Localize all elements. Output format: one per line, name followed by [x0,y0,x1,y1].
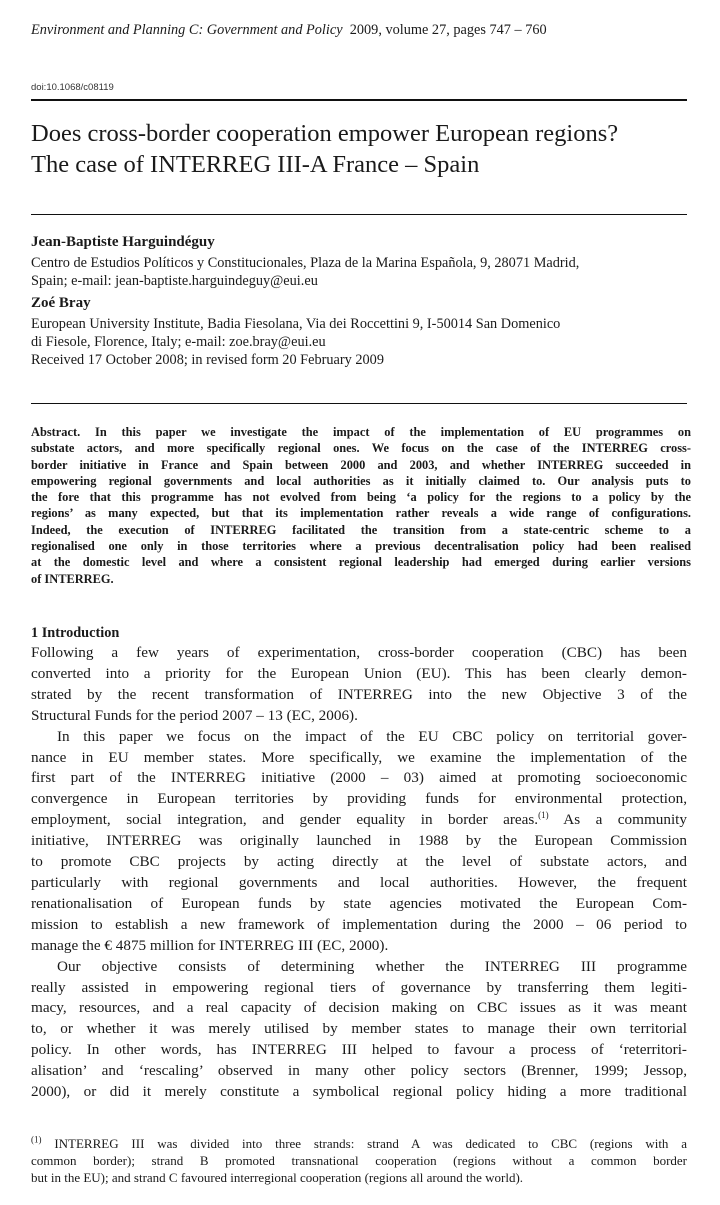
abstract-label: Abstract. [31,425,81,439]
footnote-line: but in the EU); and strand C favoured interregional cooperation (regions all around the world). [31,1170,524,1186]
body-line: Structural Funds for the period 2007 – 13 (EC, 2006). [31,706,358,724]
body-line: 2000), or did it merely constitute a symbolical regional policy hiding a more traditional [31,1083,687,1101]
abstract-line: of INTERREG. [31,571,114,586]
author-name: Zoé Bray [31,295,91,311]
journal-name: Environment and Planning C: Government and Policy [31,22,343,38]
affiliation-line: di Fiesole, Florence, Italy; e-mail: zoe.bray@eui.eu [31,334,326,351]
abstract-line: empowering regional governments and local authorities as it initially claimed to. Our analysis puts to [31,473,691,488]
title-line: The case of INTERREG III-A France – Spain [31,151,480,178]
abstract-line: substate actors, and more specifically regional ones. We focus on the case of the INTERREG cross- [31,441,691,456]
footnote-line: $^{(1)}$ INTERREG III was divided into three strands: strand A was dedicated to CBC (regions with a [31,1134,688,1151]
abstract-line: the fore that this programme has not evolved from being ‘a policy for the regions to a policy by the [31,490,691,505]
section-heading: 1 Introduction [31,625,120,641]
body-text [31,643,687,1103]
body-line: Our objective consists of determining whether the INTERREG III programme [57,957,687,975]
footnote-reference[interactable]: (1) [538,810,549,821]
body-line: strated by the recent transformation of INTERREG into the new Objective 3 of the [31,685,687,703]
body-line: nance in EU member states. More specifically, we examine the implementation of the [31,748,687,766]
body-line: to promote CBC projects by acting directly at the level of substate actors, and [31,853,687,871]
citation-details: 2009, volume 27, pages 747 – 760 [349,22,547,38]
body-line: converted into a priority for the European Union (EU). This has been clearly demon- [31,664,687,682]
body-line: to, or whether it was merely utilised by member states to manage their own territorial [31,1020,687,1038]
body-line: really assisted in empowering regional tiers of governance by transferring them legiti- [31,978,687,996]
paper-title [31,118,711,180]
body-line: convergence in European territories by providing funds for environmental protection, [31,790,687,808]
body-line: first part of the INTERREG initiative (2000 – 03) aimed at promoting socioeconomic [31,769,687,787]
top-rule [31,99,687,101]
abstract [31,424,691,587]
body-line: manage the € 4875 million for INTERREG III (EC, 2000). [31,936,389,954]
affiliation-line: Spain; e-mail: jean-baptiste.harguindeguy@eui.eu [31,273,318,290]
abstract-line: Indeed, the execution of INTERREG facilitated the transition from a state-centric scheme to a [31,522,691,537]
footnote-marker: (1) [31,1134,42,1145]
body-line: employment, social integration, and gender equality in border areas.$^{(1)}$ As a community [31,810,687,829]
abstract-line: Abstract. In this paper we investigate the impact of the implementation of EU programmes on [31,425,691,439]
body-line: mission to establish a new framework of implementation during the 2000 – 06 period to [31,915,687,933]
affiliation-line: Centro de Estudios Políticos y Constitucionales, Plaza de la Marina Española, 9, 28071 Madrid, [31,255,580,271]
title-line: Does cross-border cooperation empower European regions? [31,120,619,147]
body-line: particularly with regional governments and local authorities. However, the frequent [31,873,687,891]
abstract-line: regionalised one only in those territories where a previous decentralisation policy had been realised [31,539,691,554]
footnote-line: common border); strand B promoted transnational cooperation (regions without a common border [31,1153,687,1169]
abstract-line: regions’ as many expected, but that its implementation rather reveals a wide range of configurations. [31,506,691,521]
abstract-rule [31,403,687,404]
author-affiliation [31,254,691,290]
journal-citation [31,20,691,40]
body-line: renationalisation of European funds by state agencies motivated the European Com- [31,894,687,912]
body-line: alisation’ and ‘rescaling’ observed in many other policy sectors (Brenner, 1999; Jessop, [31,1062,687,1080]
body-line: policy. In other words, has INTERREG III helped to favour a process of ‘reterritori- [31,1041,687,1059]
body-line: initiative, INTERREG was originally launched in 1988 by the European Commission [31,832,687,850]
footnote [31,1135,687,1187]
title-rule [31,214,687,215]
body-line: macy, resources, and a real capacity of decision making on CBC issues as it was meant [31,999,687,1017]
doi[interactable]: doi:10.1068/c08119 [31,82,114,93]
abstract-line: border initiative in France and Spain between 2000 and 2003, and whether INTERREG succeeded in [31,457,691,472]
author-affiliation [31,315,691,370]
affiliation-line: European University Institute, Badia Fiesolana, Via dei Roccettini 9, I-50014 San Domenico [31,316,561,332]
received-date: Received 17 October 2008; in revised form 20 February 2009 [31,352,384,369]
body-line: Following a few years of experimentation, cross-border cooperation (CBC) has been [31,644,687,661]
abstract-line: at the domestic level and where a consistent regional leadership had emerged during earlier versions [31,555,691,570]
author-name: Jean-Baptiste Harguindéguy [31,234,215,250]
body-line: In this paper we focus on the impact of the EU CBC policy on territorial gover- [57,727,687,745]
